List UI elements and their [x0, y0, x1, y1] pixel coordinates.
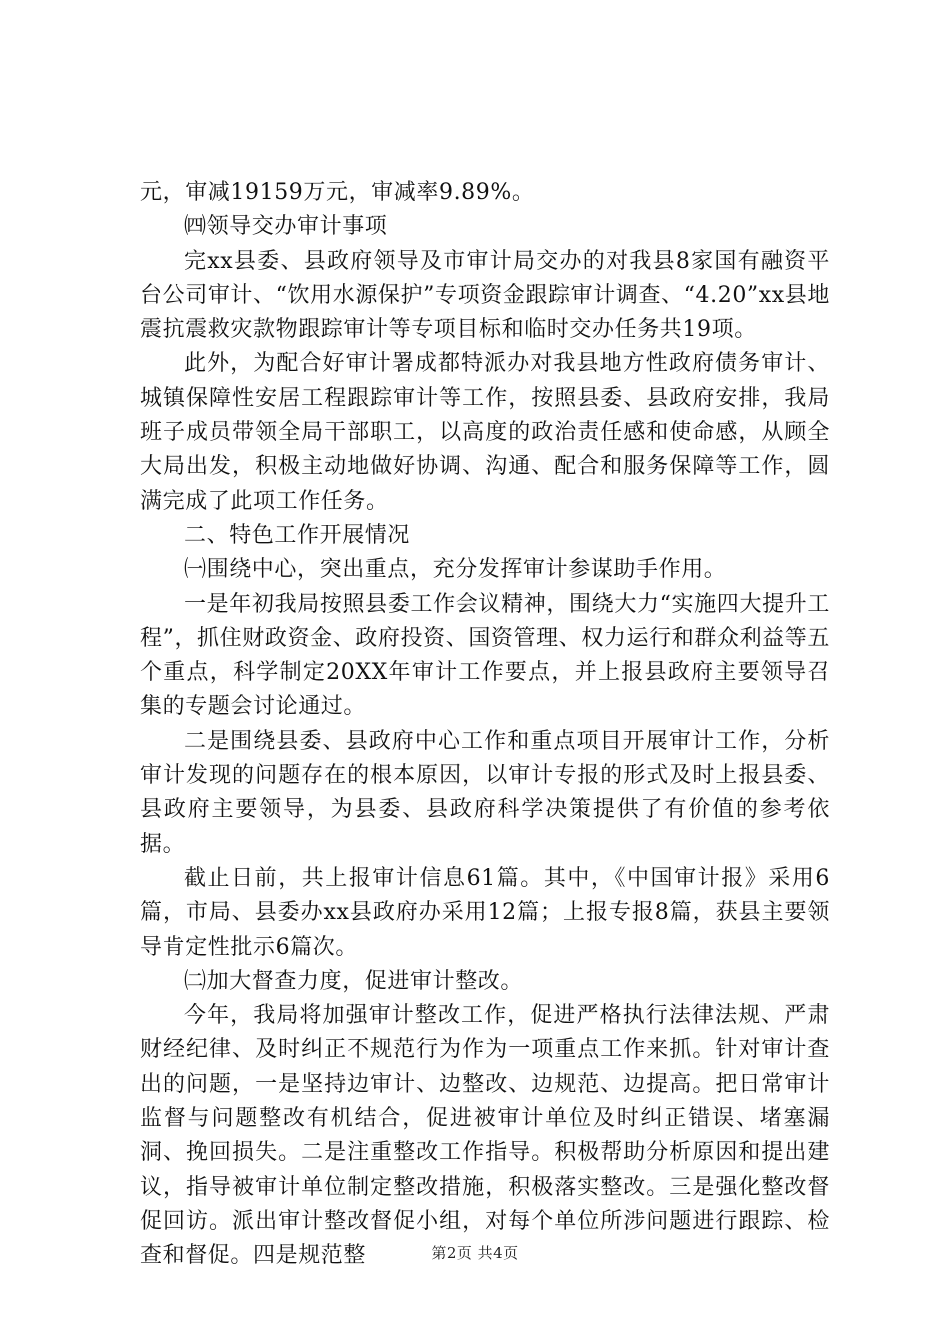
- paragraph-11: 今年，我局将加强审计整改工作，促进严格执行法律法规、严肃财经纪律、及时纠正不规范行为作为一项重点工作来抓。针对审计查出的问题，一是坚持边审计、边整改、边规范、边提高。把日常审计监督与问题整改有机结合，促进被审计单位及时纠正错误、堵塞漏洞、挽回损失。二是注重整改工作指导。积极帮助分析原因和提出建议，指导被审计单位制定整改措施，积极落实整改。三是强化整改督促回访。派出审计整改督促小组，对每个单位所涉问题进行跟踪、检查和督促。四是规范整: [140, 1003, 830, 1269]
- paragraph-3: 完xx县委、县政府领导及市审计局交办的对我县8家国有融资平台公司审计、“饮用水源保护”专项资金跟踪审计调查、“4.20”xx县地震抗震救灾款物跟踪审计等专项目标和临时交办任务共19项。: [140, 248, 830, 343]
- section-heading-leader-assigned-audits: ㈣领导交办审计事项: [184, 214, 388, 240]
- subsection-heading-2: ㈡加大督查力度，促进审计整改。: [184, 968, 524, 994]
- subsection-heading-1: ㈠围绕中心，突出重点，充分发挥审计参谋助手作用。: [184, 557, 727, 583]
- paragraph-8: 二是围绕县委、县政府中心工作和重点项目开展审计工作，分析审计发现的问题存在的根本原因，以审计专报的形式及时上报县委、县政府主要领导，为县委、县政府科学决策提供了有价值的参考依据。: [140, 728, 830, 857]
- section-heading-special-work: 二、特色工作开展情况: [184, 522, 411, 548]
- document-body: [140, 176, 830, 1274]
- paragraph-9: 截止日前，共上报审计信息61篇。其中，《中国审计报》采用6篇，市局、县委办xx县政府办采用12篇；上报专报8篇，获县主要领导肯定性批示6篇次。: [140, 865, 830, 960]
- paragraph-4: 此外，为配合好审计署成都特派办对我县地方性政府债务审计、城镇保障性安居工程跟踪审计等工作，按照县委、县政府安排，我局班子成员带领全局干部职工，以高度的政治责任感和使命感，从顾全大局出发，积极主动地做好协调、沟通、配合和服务保障等工作，圆满完成了此项工作任务。: [140, 351, 830, 514]
- page-footer: [0, 1243, 950, 1263]
- page-number-label: 第2页 共4页: [431, 1244, 519, 1262]
- paragraph-7: 一是年初我局按照县委工作会议精神，围绕大力“实施四大提升工程”，抓住财政资金、政府投资、国资管理、权力运行和群众利益等五个重点，科学制定20XX年审计工作要点，并上报县政府主要领导召集的专题会讨论通过。: [140, 591, 830, 720]
- paragraph-1: 元，审减19159万元，审减率9.89%。: [140, 180, 535, 205]
